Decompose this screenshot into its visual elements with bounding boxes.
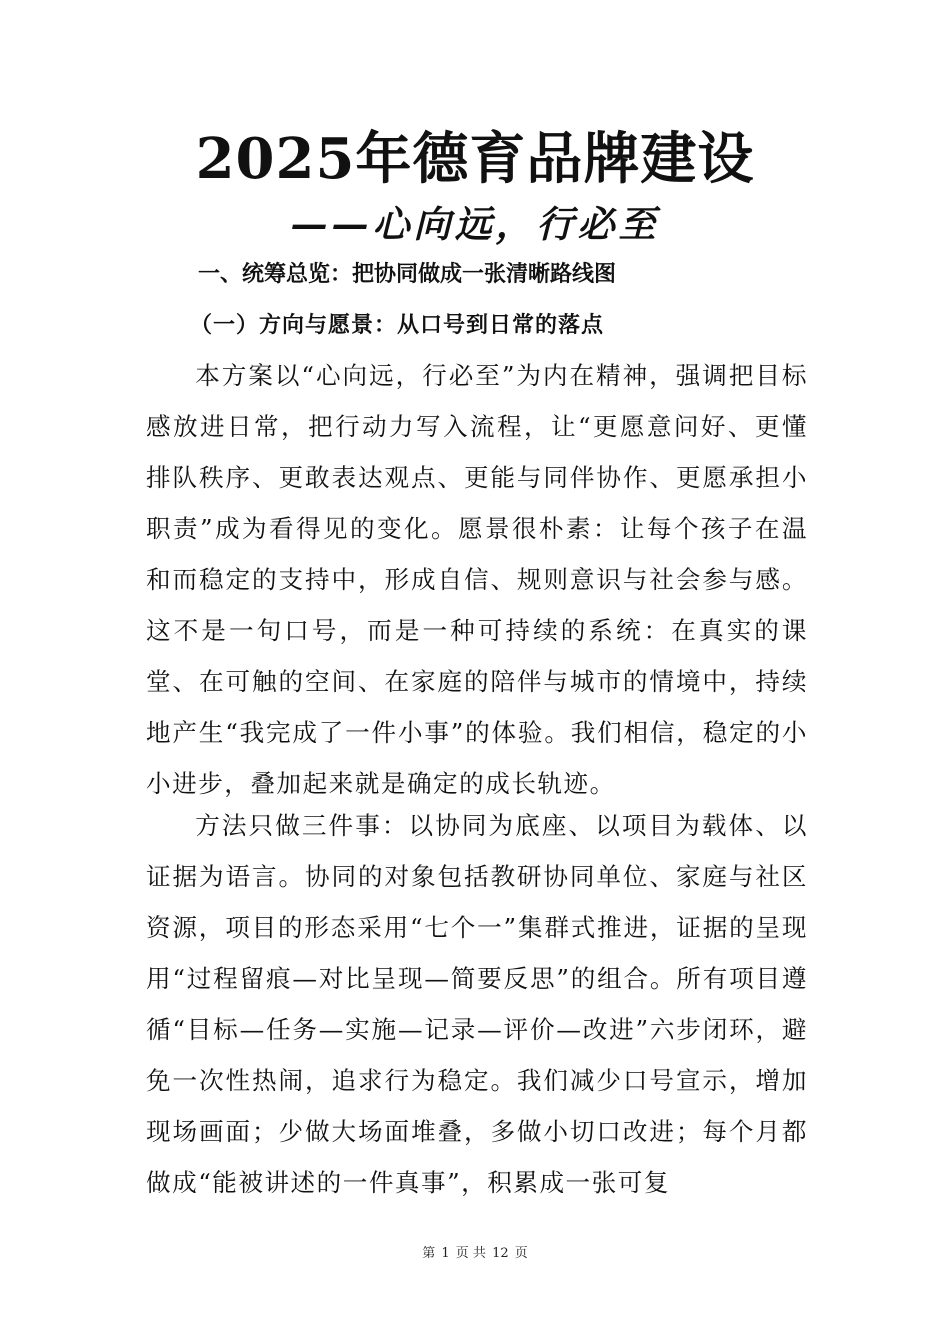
footer-page-number: 1 — [441, 1246, 450, 1261]
document-subtitle: ——心向远，行必至 — [290, 202, 660, 246]
footer-suffix: 页 — [514, 1246, 528, 1261]
footer-total-pages: 12 — [492, 1246, 509, 1261]
document-title: 2025年德育品牌建设 — [195, 126, 755, 192]
page-footer — [0, 1244, 950, 1264]
body-paragraph: 方法只做三件事：以协同为底座、以项目为载体、以证据为语言。协同的对象包括教研协同单位、家庭与社区资源，项目的形态采用“七个一”集群式推进，证据的呈现用“过程留痕—对比呈现—简要反思”的组合。所有项目遵循“目标—任务—实施—记录—评价—改进”六步闭环，避免一次性热闹，追求行为稳定。我们减少口号宣示，增加现场画面；少做大场面堆叠，多做小切口改进；每个月都做成“能被讲述的一件真事”，积累成一张可复 — [146, 811, 808, 1197]
section-heading: 一、统筹总览：把协同做成一张清晰路线图 — [198, 262, 617, 287]
footer-prefix: 第 — [422, 1246, 436, 1261]
body-paragraph: 本方案以“心向远，行必至”为内在精神，强调把目标感放进日常，把行动力写入流程，让“更愿意问好、更懂排队秩序、更敢表达观点、更能与同伴协作、更愿承担小职责”成为看得见的变化。愿景很朴素：让每个孩子在温和而稳定的支持中，形成自信、规则意识与社会参与感。这不是一句口号，而是一种可持续的系统：在真实的课堂、在可触的空间、在家庭的陪伴与城市的情境中，持续地产生“我完成了一件小事”的体验。我们相信，稳定的小小进步，叠加起来就是确定的成长轨迹。 — [146, 361, 808, 798]
subsection-heading: （一）方向与愿景：从口号到日常的落点 — [190, 312, 605, 338]
footer-middle: 页 共 — [455, 1246, 486, 1261]
